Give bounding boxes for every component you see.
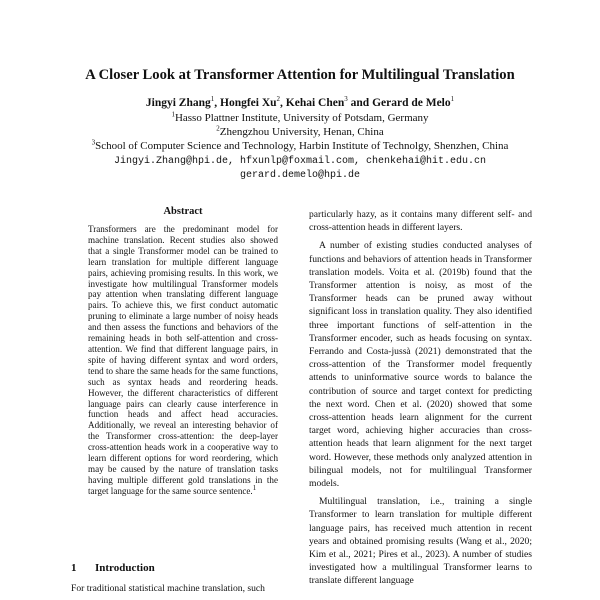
author-affiliation-mark: 2 xyxy=(276,95,281,104)
footnote-mark: 1 xyxy=(252,483,257,492)
affiliation-text: Hasso Plattner Institute, University of Potsdam, Germany xyxy=(174,112,429,124)
affiliation-mark: 1 xyxy=(171,110,175,119)
abstract-body xyxy=(88,224,278,497)
author-separator: , xyxy=(280,97,286,109)
abstract-heading: Abstract xyxy=(163,206,203,217)
author-affiliation-mark: 3 xyxy=(344,95,348,104)
body-paragraph: A number of existing studies conducted analyses of functions and behaviors of attention heads in Transformer translation models. Voita et al. (2019b) found that the Transformer attention is noisy, as most of the Transformer heads can be pruned away without significant loss in translation quality. They also identified three important functions of self-attention in the Transformer encoder, such as heads focusing on syntax. Ferrando and Costa-jussà (2021) demonstrated that the cross-attention of the Transformer model frequently attends to uninformative source words to balance the contribution of source and target context for predicting the next word. Chen et al. (2020) showed that some cross-attention heads learn alignment for the current target word, achieving higher accuracies than cross-attention heads that learn alignment for the next target word. However, these methods only analyzed attention in bilingual models, not for multilingual Transformer models. xyxy=(309,240,532,490)
abstract-text: Transformers are the predominant model for machine translation. Recent studies also showed that a single Transformer model can be trained to learn translation for multiple different language pairs, achieving promising results. In this work, we investigate how multilingual Transformer models pay attention when translating different language pairs. To achieve this, we first conduct automatic pruning to eliminate a large number of noisy heads and then assess the functions and behaviors of the remaining heads in both self-attention and cross-attention. We find that different language pairs, in spite of having different syntax and word orders, tend to share the same heads for the same functions, such as syntax heads and reordering heads. However, the different characteristics of different language pairs can clearly cause interference in function heads and affect head accuracies. Additionally, we reveal an interesting behavior of the Transformer cross-attention: the deep-layer cross-attention heads work in a cooperative way to learn different options for word reordering, which may be caused by the nature of translation tasks having multiple different gold translations in the target language for the same source sentence. xyxy=(88,224,278,496)
author-separator: , xyxy=(214,97,220,109)
author-affiliation-mark: 1 xyxy=(210,95,215,104)
body-paragraph: Multilingual translation, i.e., training a single Transformer to learn translation for multiple different language pairs, has received much attention in recent years and obtained promising results (Wang et al., 2020; Kim et al., 2021; Pires et al., 2023). A number of studies investigated how a multilingual Transformer learns to translate different language xyxy=(309,496,532,587)
author-emails: gerard.demelo@hpi.de xyxy=(239,170,361,181)
right-column xyxy=(309,208,532,593)
author-list xyxy=(0,96,600,111)
affiliation-text: Zhengzhou University, Henan, China xyxy=(219,126,384,138)
author-name: Gerard de Melo xyxy=(372,97,451,109)
affiliation-line xyxy=(0,139,600,154)
body-paragraph: For traditional statistical machine translation, such xyxy=(71,583,265,594)
author-affiliation-mark: 1 xyxy=(450,95,455,104)
body-paragraph: particularly hazy, as it contains many different self- and cross-attention heads in different layers. xyxy=(309,209,532,234)
paper-title: A Closer Look at Transformer Attention for Multilingual Translation xyxy=(85,67,515,83)
section-title: Introduction xyxy=(95,562,155,574)
author-name: Jingyi Zhang xyxy=(145,97,211,109)
section-body xyxy=(71,582,295,595)
affiliation-mark: 2 xyxy=(216,124,220,133)
author-name: Hongfei Xu xyxy=(220,97,277,109)
affiliation-line xyxy=(0,111,600,126)
author-name: Kehai Chen xyxy=(285,97,345,109)
affiliation-mark: 3 xyxy=(91,138,96,147)
author-separator: and xyxy=(347,97,373,109)
affiliation-text: School of Computer Science and Technology, Harbin Institute of Technolgy, Shenzhen, China xyxy=(95,140,509,152)
author-emails: Jingyi.Zhang@hpi.de, hfxunlp@foxmail.com, chenkehai@hit.edu.cn xyxy=(113,156,487,167)
section-number: 1 xyxy=(71,562,77,574)
section-heading xyxy=(71,561,155,575)
affiliation-line xyxy=(0,125,600,140)
